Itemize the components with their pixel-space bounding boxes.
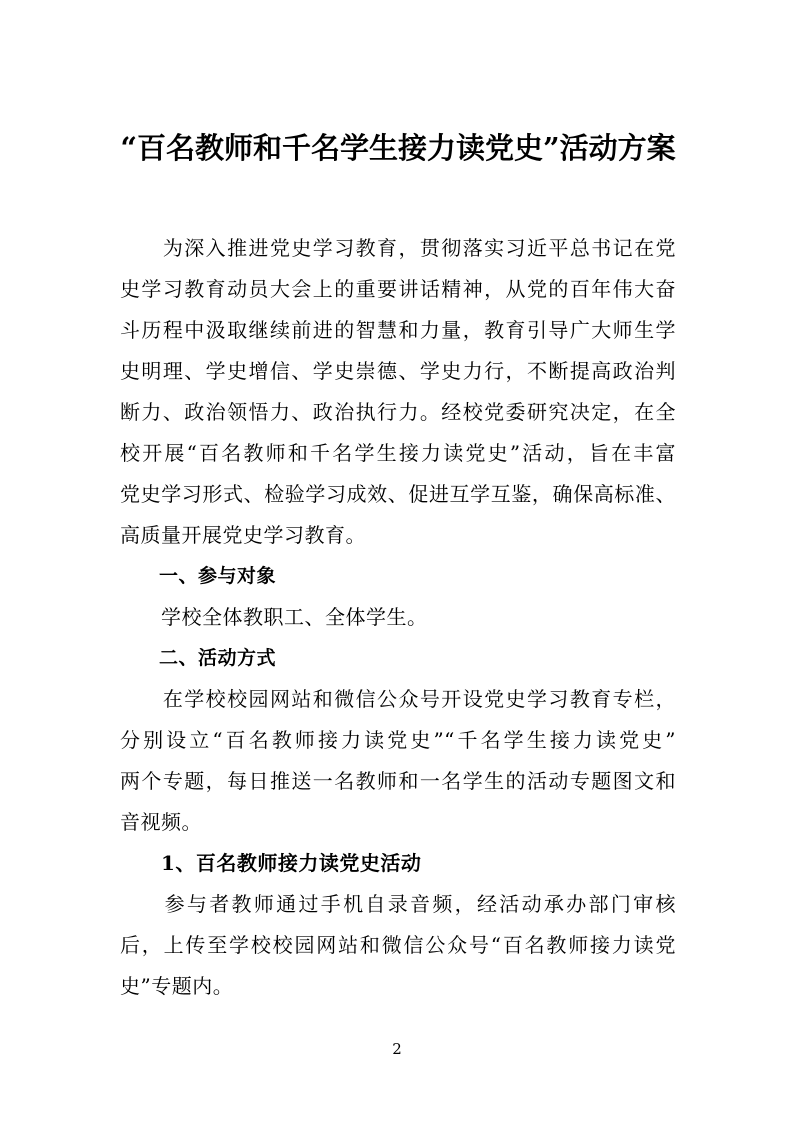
section-heading-method: 二、活动方式	[120, 647, 277, 669]
intro-line: 党史学习形式、检验学习成效、促进互学互鉴，确保高标准、	[120, 482, 676, 506]
section-text-participants: 学校全体教职工、全体学生。	[120, 605, 428, 629]
teachers-paragraph	[120, 884, 676, 1007]
method-line: 音视频。	[120, 810, 202, 834]
teachers-line: 史”专题内。	[120, 974, 234, 998]
intro-line: 校开展“百名教师和千名学生接力读党史”活动，旨在丰富	[120, 441, 676, 465]
intro-line: 高质量开展党史学习教育。	[120, 523, 366, 547]
subsection-heading-teachers: 1、百名教师接力读党史活动	[120, 851, 422, 875]
section-heading-participants: 一、参与对象	[120, 565, 277, 587]
document-title: “百名教师和千名学生接力读党史”活动方案	[120, 131, 676, 165]
document-body	[120, 228, 676, 1007]
teachers-line: 后，上传至学校校园网站和微信公众号“百名教师接力读党	[120, 933, 676, 957]
intro-line: 断力、政治领悟力、政治执行力。经校党委研究决定，在全	[120, 400, 676, 424]
method-line: 在学校校园网站和微信公众号开设党史学习教育专栏，	[120, 687, 676, 711]
intro-line: 斗历程中汲取继续前进的智慧和力量，教育引导广大师生学	[120, 318, 676, 342]
teachers-line: 参与者教师通过手机自录音频，经活动承办部门审核	[120, 892, 676, 916]
method-paragraph	[120, 679, 676, 843]
method-line: 分别设立“百名教师接力读党史”“千名学生接力读党史”	[120, 728, 676, 752]
intro-line: 史学习教育动员大会上的重要讲话精神，从党的百年伟大奋	[120, 277, 676, 301]
method-line: 两个专题，每日推送一名教师和一名学生的活动专题图文和	[120, 769, 676, 793]
intro-paragraph	[120, 228, 676, 556]
intro-line: 为深入推进党史学习教育，贯彻落实习近平总书记在党	[120, 236, 676, 260]
page-number: 2	[392, 1040, 402, 1058]
intro-line: 史明理、学史增信、学史崇德、学史力行，不断提高政治判	[120, 359, 676, 383]
